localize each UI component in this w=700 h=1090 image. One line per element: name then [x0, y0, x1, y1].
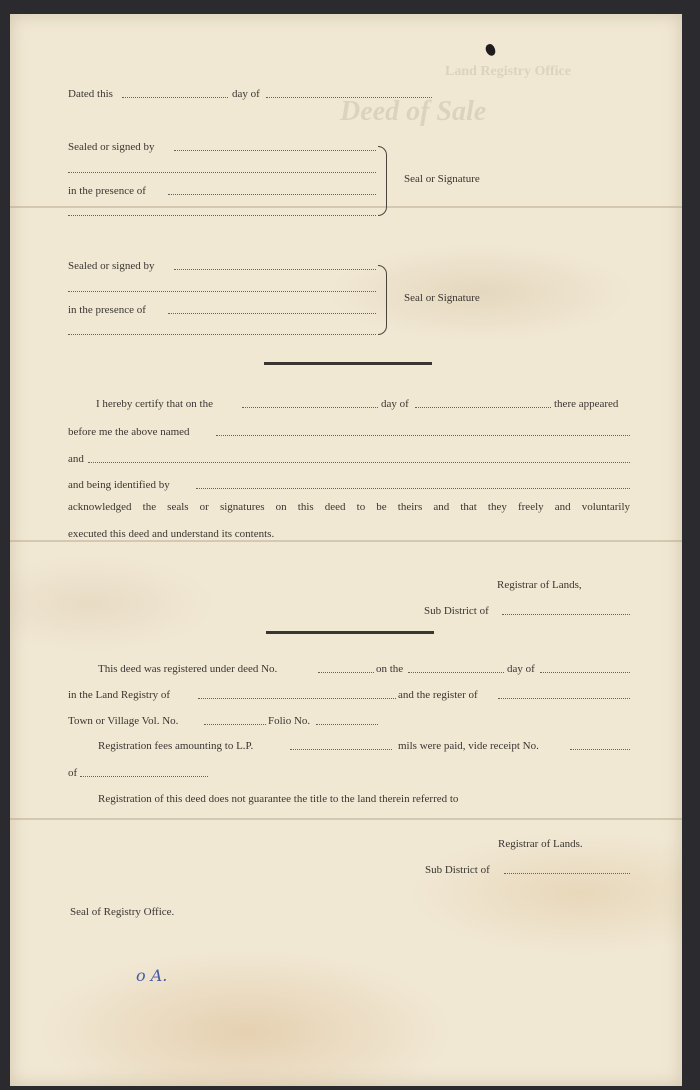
identified-by-field[interactable]: [196, 488, 630, 489]
presence-field-2[interactable]: [68, 334, 376, 335]
seal-registry-office-label: Seal of Registry Office.: [70, 906, 175, 918]
deed-number-field[interactable]: [318, 672, 374, 673]
seal-or-signature-label: Seal or Signature: [404, 292, 480, 304]
section-divider: [266, 631, 434, 634]
certify-day-of-label: day of: [381, 398, 409, 410]
presence-field[interactable]: [168, 313, 376, 314]
dated-day-field[interactable]: [122, 97, 228, 98]
fees-amount-field[interactable]: [290, 749, 392, 750]
certify-day-field[interactable]: [242, 407, 378, 408]
presence-label: in the presence of: [68, 304, 146, 316]
receipt-number-field[interactable]: [570, 749, 630, 750]
handwritten-note: o A.: [136, 966, 168, 985]
reg-day-of-label: day of: [507, 663, 535, 675]
certify-label: I hereby certify that on the: [96, 398, 213, 410]
folio-label: Folio No.: [268, 715, 311, 727]
folio-number-field[interactable]: [316, 724, 378, 725]
receipt-of-field[interactable]: [80, 776, 208, 777]
registered-label: This deed was registered under deed No.: [98, 663, 278, 675]
certify-month-field[interactable]: [415, 407, 551, 408]
executed-text: executed this deed and understand its contents.: [68, 528, 275, 540]
brace: [378, 146, 387, 216]
day-of-label: day of: [232, 88, 260, 100]
fold-line: [10, 818, 682, 820]
deed-sheet: [10, 14, 682, 1086]
fold-line: [10, 540, 682, 542]
sealed-by-field[interactable]: [174, 150, 376, 151]
dated-month-field[interactable]: [266, 97, 432, 98]
registrar-title: Registrar of Lands.: [498, 838, 583, 850]
dated-this-label: Dated this: [68, 88, 113, 100]
show-through-text: Land Registry Office: [445, 64, 571, 79]
sealed-by-label: Sealed or signed by: [68, 141, 155, 153]
of-label: of: [68, 767, 78, 779]
sealed-by-field-2[interactable]: [68, 291, 376, 292]
land-registry-field[interactable]: [198, 698, 396, 699]
town-vol-label: Town or Village Vol. No.: [68, 715, 179, 727]
identified-by-label: and being identified by: [68, 479, 170, 491]
land-registry-label: in the Land Registry of: [68, 689, 171, 701]
brace: [378, 265, 387, 335]
reg-month-field[interactable]: [540, 672, 630, 673]
on-the-label: on the: [376, 663, 404, 675]
second-person-field[interactable]: [88, 462, 630, 463]
registrar-title: Registrar of Lands,: [497, 579, 582, 591]
reg-day-field[interactable]: [408, 672, 504, 673]
register-of-label: and the register of: [398, 689, 478, 701]
fees-label: Registration fees amounting to L.P.: [98, 740, 254, 752]
presence-field-2[interactable]: [68, 215, 376, 216]
acknowledgement-text: acknowledged the seals or signatures on this deed to be theirs and that they freely and voluntarily: [68, 501, 630, 513]
section-divider: [264, 362, 432, 365]
sealed-by-field[interactable]: [174, 269, 376, 270]
presence-label: in the presence of: [68, 185, 146, 197]
sealed-by-label: Sealed or signed by: [68, 260, 155, 272]
fold-line: [10, 206, 682, 208]
disclaimer-text: Registration of this deed does not guarantee the title to the land therein referred to: [98, 793, 459, 805]
show-through-title: Deed of Sale: [340, 96, 487, 127]
register-of-field[interactable]: [498, 698, 630, 699]
sub-district-label: Sub District of: [425, 864, 490, 876]
sub-district-field[interactable]: [502, 614, 630, 615]
sub-district-label: Sub District of: [424, 605, 489, 617]
sub-district-field[interactable]: [504, 873, 630, 874]
vol-number-field[interactable]: [204, 724, 266, 725]
before-me-label: before me the above named: [68, 426, 190, 438]
seal-or-signature-label: Seal or Signature: [404, 173, 480, 185]
there-appeared-label: there appeared: [554, 398, 619, 410]
presence-field[interactable]: [168, 194, 376, 195]
and-label: and: [68, 453, 84, 465]
named-person-field[interactable]: [216, 435, 630, 436]
mils-paid-label: mils were paid, vide receipt No.: [398, 740, 539, 752]
sealed-by-field-2[interactable]: [68, 172, 376, 173]
